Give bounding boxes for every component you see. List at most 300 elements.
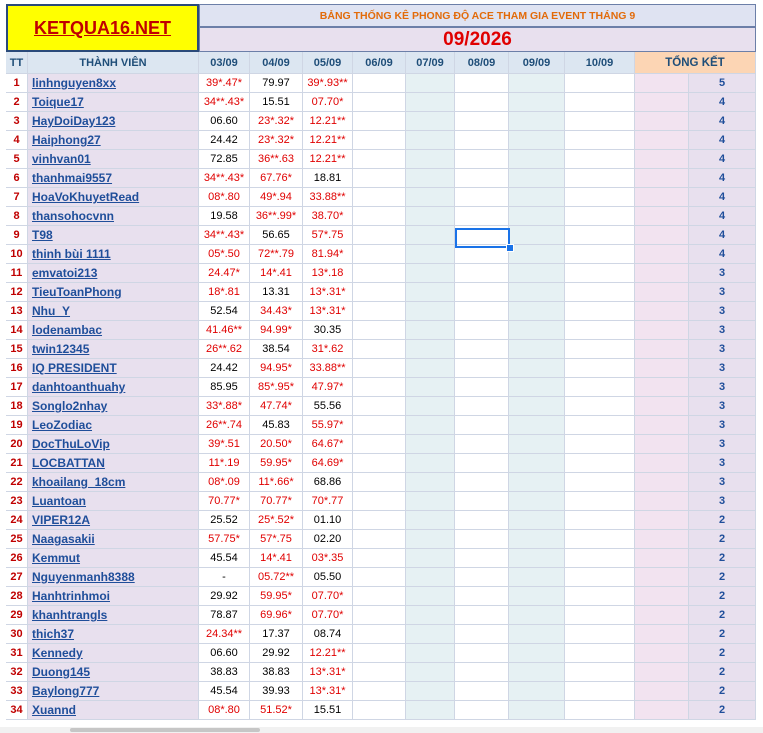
empty-score-cell[interactable]	[455, 644, 509, 663]
score-cell[interactable]: 12.21**	[303, 644, 353, 663]
empty-score-cell[interactable]	[509, 169, 565, 188]
empty-score-cell[interactable]	[565, 549, 635, 568]
score-cell[interactable]: 38.83	[250, 663, 303, 682]
member-link[interactable]: vinhvan01	[28, 150, 199, 169]
empty-score-cell[interactable]	[353, 530, 406, 549]
score-cell[interactable]: 13*.31*	[303, 283, 353, 302]
member-link[interactable]: T98	[28, 226, 199, 245]
empty-score-cell[interactable]	[565, 169, 635, 188]
empty-score-cell[interactable]	[565, 245, 635, 264]
empty-score-cell[interactable]	[509, 302, 565, 321]
score-cell[interactable]: 08*.80	[199, 188, 250, 207]
score-cell[interactable]: 01.10	[303, 511, 353, 530]
empty-score-cell[interactable]	[565, 492, 635, 511]
score-cell[interactable]: 34**.43*	[199, 169, 250, 188]
score-cell[interactable]: 56.65	[250, 226, 303, 245]
empty-score-cell[interactable]	[406, 188, 455, 207]
score-cell[interactable]: 45.83	[250, 416, 303, 435]
empty-score-cell[interactable]	[406, 340, 455, 359]
score-cell[interactable]: 79.97	[250, 74, 303, 93]
empty-score-cell[interactable]	[406, 568, 455, 587]
score-cell[interactable]: 15.51	[303, 701, 353, 720]
empty-score-cell[interactable]	[509, 74, 565, 93]
empty-score-cell[interactable]	[455, 359, 509, 378]
member-link[interactable]: linhnguyen8xx	[28, 74, 199, 93]
score-cell[interactable]: 39*.47*	[199, 74, 250, 93]
empty-score-cell[interactable]	[406, 549, 455, 568]
empty-score-cell[interactable]	[509, 112, 565, 131]
empty-score-cell[interactable]	[406, 397, 455, 416]
empty-score-cell[interactable]	[455, 568, 509, 587]
member-link[interactable]: IQ PRESIDENT	[28, 359, 199, 378]
empty-score-cell[interactable]	[509, 131, 565, 150]
empty-score-cell[interactable]	[509, 587, 565, 606]
empty-score-cell[interactable]	[509, 264, 565, 283]
empty-score-cell[interactable]	[509, 625, 565, 644]
empty-score-cell[interactable]	[565, 701, 635, 720]
empty-score-cell[interactable]	[353, 131, 406, 150]
score-cell[interactable]: 55.56	[303, 397, 353, 416]
empty-score-cell[interactable]	[455, 169, 509, 188]
empty-score-cell[interactable]	[353, 264, 406, 283]
empty-score-cell[interactable]	[509, 340, 565, 359]
empty-score-cell[interactable]	[406, 207, 455, 226]
empty-score-cell[interactable]	[565, 416, 635, 435]
score-cell[interactable]: 49*.94	[250, 188, 303, 207]
empty-score-cell[interactable]	[406, 131, 455, 150]
score-cell[interactable]: 72.85	[199, 150, 250, 169]
score-cell[interactable]: -	[199, 568, 250, 587]
score-cell[interactable]: 25*.52*	[250, 511, 303, 530]
score-cell[interactable]: 57.75*	[199, 530, 250, 549]
member-link[interactable]: VIPER12A	[28, 511, 199, 530]
empty-score-cell[interactable]	[509, 188, 565, 207]
score-cell[interactable]: 05.72**	[250, 568, 303, 587]
score-cell[interactable]: 59.95*	[250, 587, 303, 606]
score-cell[interactable]: 05*.50	[199, 245, 250, 264]
member-link[interactable]: thansohocvnn	[28, 207, 199, 226]
score-cell[interactable]: 64.69*	[303, 454, 353, 473]
empty-score-cell[interactable]	[565, 321, 635, 340]
score-cell[interactable]: 15.51	[250, 93, 303, 112]
empty-score-cell[interactable]	[565, 682, 635, 701]
empty-score-cell[interactable]	[565, 74, 635, 93]
empty-score-cell[interactable]	[509, 473, 565, 492]
score-cell[interactable]: 47.97*	[303, 378, 353, 397]
score-cell[interactable]: 13.31	[250, 283, 303, 302]
empty-score-cell[interactable]	[406, 587, 455, 606]
member-link[interactable]: TieuToanPhong	[28, 283, 199, 302]
score-cell[interactable]: 03*.35	[303, 549, 353, 568]
empty-score-cell[interactable]	[406, 701, 455, 720]
empty-score-cell[interactable]	[565, 188, 635, 207]
empty-score-cell[interactable]	[406, 74, 455, 93]
empty-score-cell[interactable]	[353, 682, 406, 701]
member-link[interactable]: Luantoan	[28, 492, 199, 511]
score-cell[interactable]: 57*.75	[303, 226, 353, 245]
score-cell[interactable]: 08.74	[303, 625, 353, 644]
score-cell[interactable]: 12.21**	[303, 131, 353, 150]
score-cell[interactable]: 38.54	[250, 340, 303, 359]
empty-score-cell[interactable]	[509, 549, 565, 568]
empty-score-cell[interactable]	[565, 207, 635, 226]
empty-score-cell[interactable]	[406, 492, 455, 511]
score-cell[interactable]: 25.52	[199, 511, 250, 530]
member-link[interactable]: khoailang_18cm	[28, 473, 199, 492]
empty-score-cell[interactable]	[565, 397, 635, 416]
score-cell[interactable]: 14*.41	[250, 549, 303, 568]
member-link[interactable]: emvatoi213	[28, 264, 199, 283]
score-cell[interactable]: 78.87	[199, 606, 250, 625]
empty-score-cell[interactable]	[509, 378, 565, 397]
empty-score-cell[interactable]	[509, 283, 565, 302]
score-cell[interactable]: 70.77*	[250, 492, 303, 511]
empty-score-cell[interactable]	[353, 188, 406, 207]
empty-score-cell[interactable]	[353, 397, 406, 416]
empty-score-cell[interactable]	[353, 74, 406, 93]
member-link[interactable]: DocThuLoVip	[28, 435, 199, 454]
score-cell[interactable]: 19.58	[199, 207, 250, 226]
empty-score-cell[interactable]	[406, 264, 455, 283]
member-link[interactable]: HayDoiDay123	[28, 112, 199, 131]
score-cell[interactable]: 08*.80	[199, 701, 250, 720]
empty-score-cell[interactable]	[353, 663, 406, 682]
empty-score-cell[interactable]	[455, 321, 509, 340]
empty-score-cell[interactable]	[565, 644, 635, 663]
score-cell[interactable]: 12.21**	[303, 150, 353, 169]
score-cell[interactable]: 23*.32*	[250, 112, 303, 131]
score-cell[interactable]: 29.92	[199, 587, 250, 606]
empty-score-cell[interactable]	[565, 454, 635, 473]
member-link[interactable]: LeoZodiac	[28, 416, 199, 435]
score-cell[interactable]: 24.34**	[199, 625, 250, 644]
member-link[interactable]: thinh bùi 1111	[28, 245, 199, 264]
score-cell[interactable]: 34**.43*	[199, 226, 250, 245]
empty-score-cell[interactable]	[353, 207, 406, 226]
score-cell[interactable]: 18*.81	[199, 283, 250, 302]
empty-score-cell[interactable]	[565, 264, 635, 283]
score-cell[interactable]: 30.35	[303, 321, 353, 340]
empty-score-cell[interactable]	[406, 625, 455, 644]
score-cell[interactable]: 52.54	[199, 302, 250, 321]
empty-score-cell[interactable]	[455, 606, 509, 625]
score-cell[interactable]: 05.50	[303, 568, 353, 587]
score-cell[interactable]: 38.70*	[303, 207, 353, 226]
score-cell[interactable]: 39*.51	[199, 435, 250, 454]
empty-score-cell[interactable]	[455, 245, 509, 264]
score-cell[interactable]: 13*.31*	[303, 682, 353, 701]
score-cell[interactable]: 26**.74	[199, 416, 250, 435]
score-cell[interactable]: 17.37	[250, 625, 303, 644]
score-cell[interactable]: 23*.32*	[250, 131, 303, 150]
empty-score-cell[interactable]	[455, 587, 509, 606]
empty-score-cell[interactable]	[406, 511, 455, 530]
empty-score-cell[interactable]	[406, 226, 455, 245]
empty-score-cell[interactable]	[353, 606, 406, 625]
empty-score-cell[interactable]	[455, 492, 509, 511]
empty-score-cell[interactable]	[353, 378, 406, 397]
empty-score-cell[interactable]	[406, 644, 455, 663]
member-link[interactable]: Nhu_Y	[28, 302, 199, 321]
empty-score-cell[interactable]	[509, 435, 565, 454]
score-cell[interactable]: 70*.77	[303, 492, 353, 511]
score-cell[interactable]: 33*.88*	[199, 397, 250, 416]
score-cell[interactable]: 18.81	[303, 169, 353, 188]
score-cell[interactable]: 68.86	[303, 473, 353, 492]
empty-score-cell[interactable]	[406, 663, 455, 682]
member-link[interactable]: Duong145	[28, 663, 199, 682]
empty-score-cell[interactable]	[565, 378, 635, 397]
empty-score-cell[interactable]	[565, 435, 635, 454]
empty-score-cell[interactable]	[353, 701, 406, 720]
empty-score-cell[interactable]	[353, 112, 406, 131]
empty-score-cell[interactable]	[406, 283, 455, 302]
empty-score-cell[interactable]	[565, 359, 635, 378]
member-link[interactable]: Toique17	[28, 93, 199, 112]
score-cell[interactable]: 41.46**	[199, 321, 250, 340]
empty-score-cell[interactable]	[565, 530, 635, 549]
empty-score-cell[interactable]	[455, 74, 509, 93]
score-cell[interactable]: 34.43*	[250, 302, 303, 321]
member-link[interactable]: thanhmai9557	[28, 169, 199, 188]
empty-score-cell[interactable]	[455, 549, 509, 568]
empty-score-cell[interactable]	[509, 150, 565, 169]
empty-score-cell[interactable]	[406, 378, 455, 397]
empty-score-cell[interactable]	[565, 473, 635, 492]
empty-score-cell[interactable]	[565, 131, 635, 150]
score-cell[interactable]: 06.60	[199, 644, 250, 663]
empty-score-cell[interactable]	[353, 245, 406, 264]
empty-score-cell[interactable]	[455, 283, 509, 302]
member-link[interactable]: khanhtrangls	[28, 606, 199, 625]
empty-score-cell[interactable]	[565, 112, 635, 131]
member-link[interactable]: Songlo2nhay	[28, 397, 199, 416]
empty-score-cell[interactable]	[509, 644, 565, 663]
empty-score-cell[interactable]	[565, 663, 635, 682]
empty-score-cell[interactable]	[406, 606, 455, 625]
empty-score-cell[interactable]	[455, 112, 509, 131]
score-cell[interactable]: 38.83	[199, 663, 250, 682]
empty-score-cell[interactable]	[565, 606, 635, 625]
empty-score-cell[interactable]	[406, 454, 455, 473]
empty-score-cell[interactable]	[353, 435, 406, 454]
member-link[interactable]: Xuannd	[28, 701, 199, 720]
score-cell[interactable]: 02.20	[303, 530, 353, 549]
score-cell[interactable]: 08*.09	[199, 473, 250, 492]
member-link[interactable]: Naagasakii	[28, 530, 199, 549]
empty-score-cell[interactable]	[353, 359, 406, 378]
score-cell[interactable]: 85*.95*	[250, 378, 303, 397]
empty-score-cell[interactable]	[406, 302, 455, 321]
empty-score-cell[interactable]	[455, 663, 509, 682]
score-cell[interactable]: 12.21**	[303, 112, 353, 131]
empty-score-cell[interactable]	[565, 226, 635, 245]
empty-score-cell[interactable]	[353, 587, 406, 606]
empty-score-cell[interactable]	[353, 283, 406, 302]
empty-score-cell[interactable]	[406, 473, 455, 492]
empty-score-cell[interactable]	[406, 321, 455, 340]
empty-score-cell[interactable]	[509, 511, 565, 530]
empty-score-cell[interactable]	[353, 473, 406, 492]
empty-score-cell[interactable]	[455, 435, 509, 454]
empty-score-cell[interactable]	[353, 302, 406, 321]
score-cell[interactable]: 13*.31*	[303, 663, 353, 682]
empty-score-cell[interactable]	[455, 511, 509, 530]
empty-score-cell[interactable]	[455, 93, 509, 112]
empty-score-cell[interactable]	[353, 492, 406, 511]
empty-score-cell[interactable]	[565, 587, 635, 606]
score-cell[interactable]: 81.94*	[303, 245, 353, 264]
empty-score-cell[interactable]	[353, 511, 406, 530]
score-cell[interactable]: 34**.43*	[199, 93, 250, 112]
empty-score-cell[interactable]	[565, 93, 635, 112]
empty-score-cell[interactable]	[406, 359, 455, 378]
empty-score-cell[interactable]	[353, 321, 406, 340]
empty-score-cell[interactable]	[565, 150, 635, 169]
empty-score-cell[interactable]	[509, 682, 565, 701]
score-cell[interactable]: 67.76*	[250, 169, 303, 188]
empty-score-cell[interactable]	[455, 473, 509, 492]
empty-score-cell[interactable]	[565, 283, 635, 302]
scrollbar-thumb[interactable]	[70, 728, 260, 732]
score-cell[interactable]: 33.88**	[303, 188, 353, 207]
empty-score-cell[interactable]	[406, 530, 455, 549]
score-cell[interactable]: 26**.62	[199, 340, 250, 359]
score-cell[interactable]: 59.95*	[250, 454, 303, 473]
empty-score-cell[interactable]	[455, 530, 509, 549]
member-link[interactable]: Kemmut	[28, 549, 199, 568]
score-cell[interactable]: 11*.19	[199, 454, 250, 473]
score-cell[interactable]: 07.70*	[303, 93, 353, 112]
empty-score-cell[interactable]	[455, 131, 509, 150]
member-link[interactable]: Baylong777	[28, 682, 199, 701]
empty-score-cell[interactable]	[455, 378, 509, 397]
empty-score-cell[interactable]	[455, 150, 509, 169]
empty-score-cell[interactable]	[509, 606, 565, 625]
score-cell[interactable]: 31*.62	[303, 340, 353, 359]
score-cell[interactable]: 64.67*	[303, 435, 353, 454]
empty-score-cell[interactable]	[509, 397, 565, 416]
empty-score-cell[interactable]	[509, 245, 565, 264]
empty-score-cell[interactable]	[353, 340, 406, 359]
score-cell[interactable]: 14*.41	[250, 264, 303, 283]
score-cell[interactable]: 51.52*	[250, 701, 303, 720]
score-cell[interactable]: 94.95*	[250, 359, 303, 378]
member-link[interactable]: lodenambac	[28, 321, 199, 340]
empty-score-cell[interactable]	[455, 340, 509, 359]
empty-score-cell[interactable]	[455, 701, 509, 720]
empty-score-cell[interactable]	[509, 207, 565, 226]
member-link[interactable]: Kennedy	[28, 644, 199, 663]
empty-score-cell[interactable]	[455, 454, 509, 473]
member-link[interactable]: twin12345	[28, 340, 199, 359]
empty-score-cell[interactable]	[509, 492, 565, 511]
score-cell[interactable]: 24.47*	[199, 264, 250, 283]
empty-score-cell[interactable]	[509, 454, 565, 473]
member-link[interactable]: Haiphong27	[28, 131, 199, 150]
empty-score-cell[interactable]	[406, 245, 455, 264]
empty-score-cell[interactable]	[509, 321, 565, 340]
score-cell[interactable]: 45.54	[199, 682, 250, 701]
empty-score-cell[interactable]	[509, 416, 565, 435]
empty-score-cell[interactable]	[406, 169, 455, 188]
score-cell[interactable]: 24.42	[199, 359, 250, 378]
empty-score-cell[interactable]	[455, 207, 509, 226]
score-cell[interactable]: 39.93	[250, 682, 303, 701]
score-cell[interactable]: 29.92	[250, 644, 303, 663]
empty-score-cell[interactable]	[509, 93, 565, 112]
empty-score-cell[interactable]	[353, 169, 406, 188]
empty-score-cell[interactable]	[353, 625, 406, 644]
member-link[interactable]: danhtoanthuahy	[28, 378, 199, 397]
empty-score-cell[interactable]	[455, 682, 509, 701]
empty-score-cell[interactable]	[455, 397, 509, 416]
member-link[interactable]: LOCBATTAN	[28, 454, 199, 473]
empty-score-cell[interactable]	[565, 511, 635, 530]
score-cell[interactable]: 11*.66*	[250, 473, 303, 492]
empty-score-cell[interactable]	[406, 435, 455, 454]
member-link[interactable]: HoaVoKhuyetRead	[28, 188, 199, 207]
score-cell[interactable]: 13*.31*	[303, 302, 353, 321]
empty-score-cell[interactable]	[406, 150, 455, 169]
empty-score-cell[interactable]	[353, 568, 406, 587]
score-cell[interactable]: 69.96*	[250, 606, 303, 625]
score-cell[interactable]: 72**.79	[250, 245, 303, 264]
score-cell[interactable]: 07.70*	[303, 587, 353, 606]
member-link[interactable]: Nguyenmanh8388	[28, 568, 199, 587]
empty-score-cell[interactable]	[353, 644, 406, 663]
score-cell[interactable]: 55.97*	[303, 416, 353, 435]
score-cell[interactable]: 94.99*	[250, 321, 303, 340]
empty-score-cell[interactable]	[406, 416, 455, 435]
empty-score-cell[interactable]	[353, 226, 406, 245]
empty-score-cell[interactable]	[509, 530, 565, 549]
score-cell[interactable]: 70.77*	[199, 492, 250, 511]
empty-score-cell[interactable]	[565, 625, 635, 644]
empty-score-cell[interactable]	[455, 188, 509, 207]
empty-score-cell[interactable]	[509, 359, 565, 378]
score-cell[interactable]: 45.54	[199, 549, 250, 568]
score-cell[interactable]: 13*.18	[303, 264, 353, 283]
score-cell[interactable]: 20.50*	[250, 435, 303, 454]
empty-score-cell[interactable]	[455, 226, 509, 245]
empty-score-cell[interactable]	[509, 663, 565, 682]
empty-score-cell[interactable]	[353, 150, 406, 169]
score-cell[interactable]: 06.60	[199, 112, 250, 131]
empty-score-cell[interactable]	[565, 340, 635, 359]
empty-score-cell[interactable]	[353, 549, 406, 568]
empty-score-cell[interactable]	[565, 302, 635, 321]
empty-score-cell[interactable]	[353, 454, 406, 473]
score-cell[interactable]: 24.42	[199, 131, 250, 150]
score-cell[interactable]: 39*.93**	[303, 74, 353, 93]
empty-score-cell[interactable]	[509, 226, 565, 245]
empty-score-cell[interactable]	[509, 568, 565, 587]
empty-score-cell[interactable]	[455, 302, 509, 321]
member-link[interactable]: thich37	[28, 625, 199, 644]
score-cell[interactable]: 47.74*	[250, 397, 303, 416]
empty-score-cell[interactable]	[406, 112, 455, 131]
empty-score-cell[interactable]	[406, 682, 455, 701]
score-cell[interactable]: 33.88**	[303, 359, 353, 378]
empty-score-cell[interactable]	[455, 625, 509, 644]
empty-score-cell[interactable]	[353, 93, 406, 112]
score-cell[interactable]: 07.70*	[303, 606, 353, 625]
empty-score-cell[interactable]	[406, 93, 455, 112]
score-cell[interactable]: 36**.63	[250, 150, 303, 169]
empty-score-cell[interactable]	[455, 416, 509, 435]
score-cell[interactable]: 85.95	[199, 378, 250, 397]
